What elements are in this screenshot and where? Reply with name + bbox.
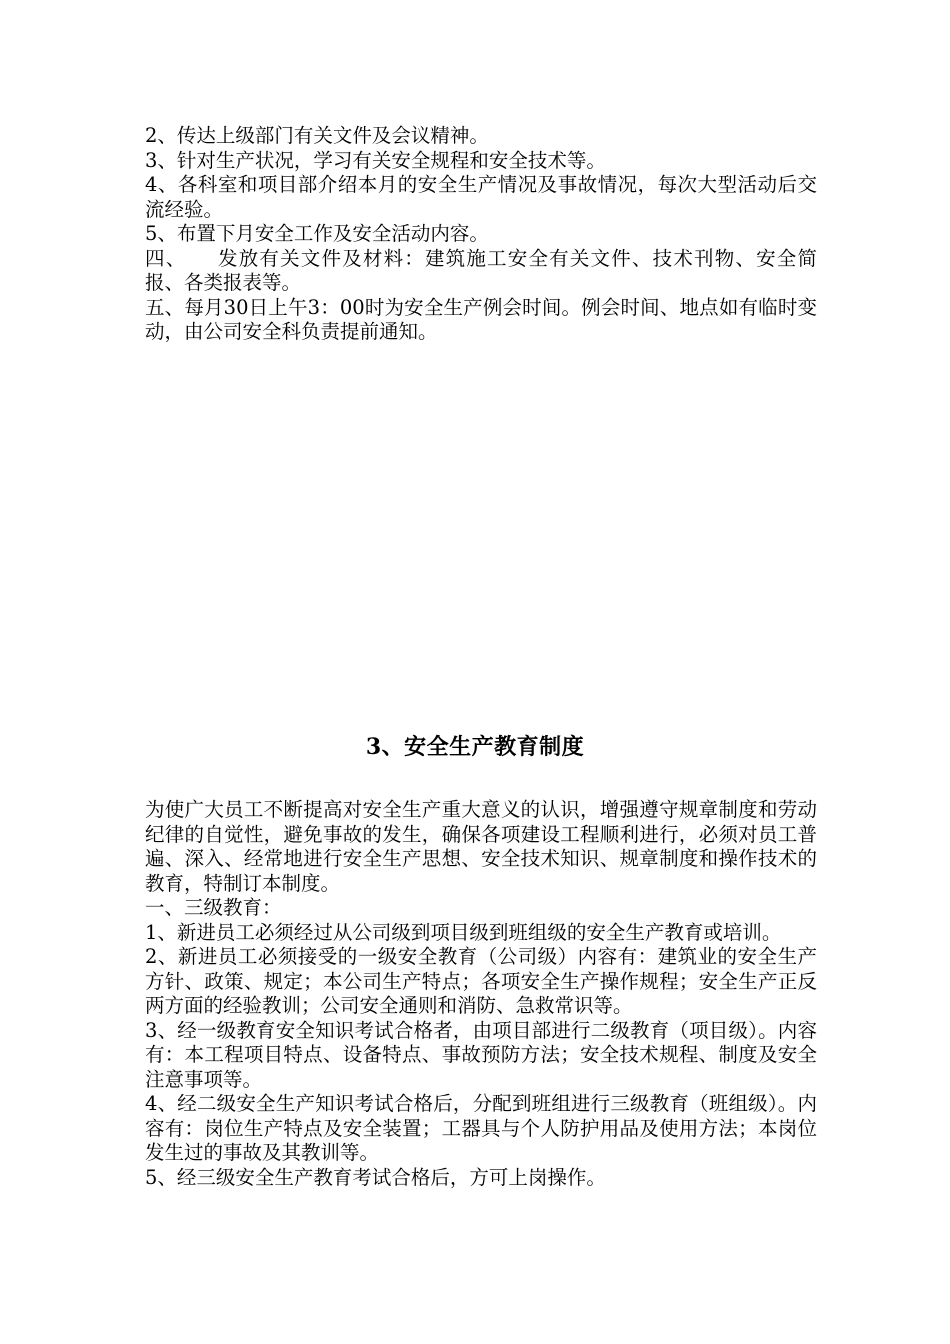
paragraph: 5、布置下月安全工作及安全活动内容。 xyxy=(145,222,489,245)
paragraph: 一、三级教育： xyxy=(145,896,282,919)
section-bottom xyxy=(145,798,817,1190)
paragraph: 4、经二级安全生产知识考试合格后，分配到班组进行三级教育（班组级）。内容有：岗位生产特点及安全装置；工器具与个人防护用品及使用方法；本岗位发生过的事故及其教训等。 xyxy=(145,1092,817,1164)
paragraph: 五、每月30日上午3：00时为安全生产例会时间。例会时间、地点如有临时变动，由公司安全科负责提前通知。 xyxy=(145,295,817,343)
paragraph: 4、各科室和项目部介绍本月的安全生产情况及事故情况，每次大型活动后交流经验。 xyxy=(145,173,817,221)
paragraph: 5、经三级安全生产教育考试合格后，方可上岗操作。 xyxy=(145,1165,606,1189)
paragraph: 四、 发放有关文件及材料：建筑施工安全有关文件、技术刊物、安全简报、各类报表等。 xyxy=(145,246,817,294)
section-top xyxy=(145,124,817,345)
paragraph: 2、传达上级部门有关文件及会议精神。 xyxy=(145,124,489,147)
paragraph: 为使广大员工不断提高对安全生产重大意义的认识，增强遵守规章制度和劳动纪律的自觉性，避免事故的发生，确保各项建设工程顺利进行，必须对员工普遍、深入、经常地进行安全生产思想、安全技术知识、规章制度和操作技术的教育，特制订本制度。 xyxy=(145,798,817,895)
paragraph: 3、经一级教育安全知识考试合格者，由项目部进行二级教育（项目级）。内容有：本工程项目特点、设备特点、事故预防方法；安全技术规程、制度及安全注意事项等。 xyxy=(145,1018,817,1091)
section-heading: 3、安全生产教育制度 xyxy=(365,734,585,760)
paragraph: 3、针对生产状况，学习有关安全规程和安全技术等。 xyxy=(145,148,606,172)
paragraph: 2、新进员工必须接受的一级安全教育（公司级）内容有：建筑业的安全生产方针、政策、规定；本公司生产特点；各项安全生产操作规程；安全生产正反两方面的经验教训；公司安全通则和消防、急救常识等。 xyxy=(145,945,817,1017)
paragraph: 1、新进员工必须经过从公司级到项目级到班组级的安全生产教育或培训。 xyxy=(145,920,782,944)
